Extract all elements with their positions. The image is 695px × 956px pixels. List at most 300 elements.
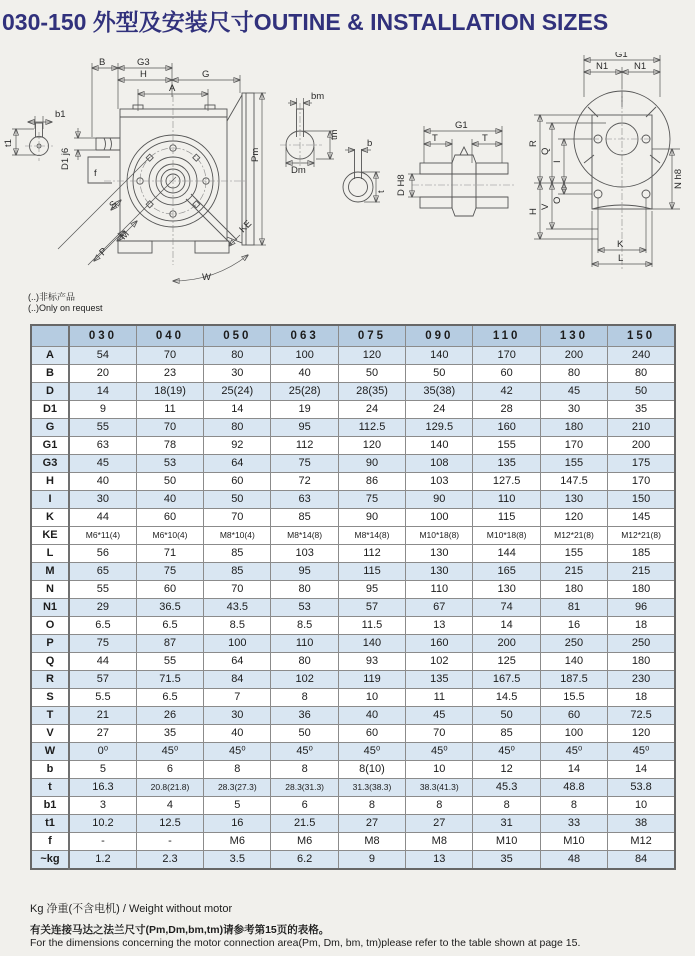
dim-cell: 12: [473, 761, 540, 779]
dim-cell: 50: [473, 707, 540, 725]
dim-cell: 95: [271, 419, 338, 437]
table-body: [31, 347, 675, 870]
dim-cell: 16.3: [69, 779, 136, 797]
dim-cell: 160: [406, 635, 473, 653]
row-label: KE: [31, 527, 69, 545]
row-label: N: [31, 581, 69, 599]
dim-label-K: K: [617, 239, 624, 250]
dim-cell: 43.5: [204, 599, 271, 617]
dim-label-M: M: [118, 228, 132, 243]
dim-cell: 103: [406, 473, 473, 491]
dim-cell: 14: [69, 383, 136, 401]
dim-cell: 72: [271, 473, 338, 491]
dim-cell: 57: [338, 599, 405, 617]
dim-cell: 55: [136, 653, 203, 671]
dim-cell: 120: [338, 437, 405, 455]
row-label: M: [31, 563, 69, 581]
dim-cell: 8: [204, 761, 271, 779]
dim-label-f: f: [94, 168, 97, 179]
dim-cell: 30: [69, 491, 136, 509]
dim-cell: M6: [271, 833, 338, 851]
dim-cell: 13: [406, 851, 473, 870]
dim-cell: 84: [204, 671, 271, 689]
dim-label-T-right: T: [482, 133, 488, 144]
dim-cell: 63: [69, 437, 136, 455]
dim-cell: 27: [69, 725, 136, 743]
dim-cell: 44: [69, 653, 136, 671]
dim-cell: M10: [473, 833, 540, 851]
dim-cell: 110: [473, 491, 540, 509]
dim-cell: 170: [540, 437, 607, 455]
dim-cell: 6: [136, 761, 203, 779]
dim-cell: 16: [540, 617, 607, 635]
dim-cell: 45⁰: [540, 743, 607, 761]
dim-cell: 20.8(21.8): [136, 779, 203, 797]
dim-cell: M12*21(8): [540, 527, 607, 545]
dim-cell: 11.5: [338, 617, 405, 635]
dim-cell: 102: [406, 653, 473, 671]
dim-cell: 4: [136, 797, 203, 815]
table-row: [31, 527, 675, 545]
table-row: [31, 833, 675, 851]
dim-label-Pm: Pm: [250, 147, 261, 162]
dim-cell: 80: [204, 347, 271, 365]
dim-cell: 120: [608, 725, 675, 743]
dim-label-G: G: [202, 69, 210, 80]
dim-cell: 35: [473, 851, 540, 870]
row-label: W: [31, 743, 69, 761]
dim-cell: 90: [338, 455, 405, 473]
dim-cell: 50: [338, 365, 405, 383]
dim-cell: 95: [271, 563, 338, 581]
dim-cell: 155: [473, 437, 540, 455]
dim-cell: 80: [271, 653, 338, 671]
dim-cell: 10: [608, 797, 675, 815]
dim-cell: 60: [204, 473, 271, 491]
dim-cell: 102: [271, 671, 338, 689]
dim-cell: 10: [406, 761, 473, 779]
row-label: f: [31, 833, 69, 851]
dim-cell: 45: [406, 707, 473, 725]
dim-cell: 108: [406, 455, 473, 473]
dim-cell: 250: [540, 635, 607, 653]
dim-cell: 140: [406, 437, 473, 455]
dim-cell: 45⁰: [473, 743, 540, 761]
dim-label-O: O: [552, 196, 563, 204]
dim-label-A: A: [169, 83, 176, 94]
dimension-table: [30, 324, 676, 870]
dim-cell: 60: [338, 725, 405, 743]
dim-cell: 75: [69, 635, 136, 653]
dim-cell: 8: [338, 797, 405, 815]
dim-cell: 5: [69, 761, 136, 779]
table-row: [31, 707, 675, 725]
dim-cell: M8: [338, 833, 405, 851]
dim-cell: 18: [608, 689, 675, 707]
dim-label-P: P: [97, 245, 110, 259]
table-row: [31, 473, 675, 491]
dim-cell: 70: [136, 347, 203, 365]
dim-cell: M8*10(4): [204, 527, 271, 545]
row-label: S: [31, 689, 69, 707]
table-head: [31, 325, 675, 347]
dim-cell: 14: [473, 617, 540, 635]
dim-cell: 54: [69, 347, 136, 365]
dim-cell: 80: [608, 365, 675, 383]
table-row: [31, 491, 675, 509]
dim-cell: 64: [204, 653, 271, 671]
row-label: V: [31, 725, 69, 743]
footer-note-cn: 有关连接马达之法兰尺寸(Pm,Dm,bm,tm)请参考第15页的表格。: [30, 924, 330, 936]
dim-cell: 13: [406, 617, 473, 635]
technical-drawings: [0, 52, 695, 300]
dim-cell: 25(28): [271, 383, 338, 401]
dim-cell: 210: [608, 419, 675, 437]
dim-cell: 0⁰: [69, 743, 136, 761]
input-shaft-end-view: [3, 109, 66, 161]
footer-notes: [30, 924, 580, 949]
table-row: [31, 689, 675, 707]
dim-cell: 30: [204, 707, 271, 725]
dim-cell: 20: [69, 365, 136, 383]
dim-cell: 84: [608, 851, 675, 870]
dim-cell: 30: [540, 401, 607, 419]
row-label: O: [31, 617, 69, 635]
dim-cell: 23: [136, 365, 203, 383]
dim-label-T-left: T: [432, 133, 438, 144]
dim-cell: 14: [204, 401, 271, 419]
dim-label-Nh8: N h8: [673, 168, 684, 189]
row-label: H: [31, 473, 69, 491]
dim-cell: 200: [473, 635, 540, 653]
dim-cell: 6: [271, 797, 338, 815]
dim-cell: 140: [406, 347, 473, 365]
dim-cell: 135: [473, 455, 540, 473]
dim-cell: 44: [69, 509, 136, 527]
column-header: 150: [608, 325, 675, 347]
dim-cell: 50: [204, 491, 271, 509]
dim-label-Dm: Dm: [291, 165, 306, 176]
dim-cell: 5: [204, 797, 271, 815]
dim-cell: 120: [540, 509, 607, 527]
dim-cell: 50: [271, 725, 338, 743]
weight-note: Kg 净重(不含电机) / Weight without motor: [30, 903, 233, 915]
dim-cell: 85: [204, 545, 271, 563]
dim-cell: 6.5: [136, 689, 203, 707]
dim-cell: 45: [69, 455, 136, 473]
dim-cell: 103: [271, 545, 338, 563]
row-label: t1: [31, 815, 69, 833]
dim-cell: 67: [406, 599, 473, 617]
request-notes: [28, 292, 103, 314]
dim-cell: M12: [608, 833, 675, 851]
dim-cell: 127.5: [473, 473, 540, 491]
table-row: [31, 635, 675, 653]
row-label: G1: [31, 437, 69, 455]
dim-cell: 170: [608, 473, 675, 491]
dim-cell: 170: [473, 347, 540, 365]
dim-cell: 60: [136, 581, 203, 599]
dim-cell: 200: [608, 437, 675, 455]
dim-cell: 80: [271, 581, 338, 599]
row-label: N1: [31, 599, 69, 617]
dim-cell: 70: [204, 509, 271, 527]
dim-cell: 50: [136, 473, 203, 491]
dim-cell: 129.5: [406, 419, 473, 437]
dim-cell: 14: [540, 761, 607, 779]
dim-cell: 130: [406, 545, 473, 563]
dim-cell: M10*18(8): [473, 527, 540, 545]
dim-cell: 24: [338, 401, 405, 419]
column-header: 110: [473, 325, 540, 347]
dim-label-N1-left: N1: [596, 61, 609, 72]
dim-cell: 53: [136, 455, 203, 473]
dim-cell: 31.3(38.3): [338, 779, 405, 797]
dim-label-H-rear: H: [528, 208, 539, 215]
dim-cell: 45: [540, 383, 607, 401]
column-header: 040: [136, 325, 203, 347]
table-row: [31, 383, 675, 401]
dim-cell: 45⁰: [406, 743, 473, 761]
hollow-shaft-section-view: [396, 120, 516, 216]
table-row: [31, 437, 675, 455]
table-row: [31, 599, 675, 617]
dim-cell: 40: [204, 725, 271, 743]
dim-cell: 147.5: [540, 473, 607, 491]
dim-cell: 25(24): [204, 383, 271, 401]
dim-cell: 8: [271, 761, 338, 779]
dim-cell: 150: [608, 491, 675, 509]
dim-cell: 6.2: [271, 851, 338, 870]
row-label: D: [31, 383, 69, 401]
dim-cell: 215: [540, 563, 607, 581]
row-label: t: [31, 779, 69, 797]
dim-cell: 6.5: [69, 617, 136, 635]
row-label: K: [31, 509, 69, 527]
dim-label-W: W: [202, 272, 211, 283]
dim-cell: 80: [204, 419, 271, 437]
dim-cell: 5.5: [69, 689, 136, 707]
table-row: [31, 617, 675, 635]
dim-cell: 180: [540, 419, 607, 437]
dim-cell: 18(19): [136, 383, 203, 401]
dim-cell: 160: [473, 419, 540, 437]
table-row: [31, 653, 675, 671]
dim-cell: 200: [540, 347, 607, 365]
dim-cell: 9: [69, 401, 136, 419]
dim-cell: 53.8: [608, 779, 675, 797]
dim-cell: 53: [271, 599, 338, 617]
table-wrapper: [30, 324, 676, 870]
dim-cell: 3.5: [204, 851, 271, 870]
row-label: B: [31, 365, 69, 383]
dim-cell: 48: [540, 851, 607, 870]
dim-cell: 7: [204, 689, 271, 707]
dim-cell: 28: [473, 401, 540, 419]
dim-label-G3: G3: [137, 57, 150, 68]
dim-cell: 80: [540, 365, 607, 383]
dim-cell: 120: [338, 347, 405, 365]
dim-label-R: R: [528, 140, 539, 147]
dim-cell: 27: [406, 815, 473, 833]
dim-cell: 100: [540, 725, 607, 743]
dim-cell: 40: [271, 365, 338, 383]
column-header: 130: [540, 325, 607, 347]
dim-cell: 60: [136, 509, 203, 527]
dim-cell: 180: [540, 581, 607, 599]
dim-cell: 60: [540, 707, 607, 725]
dim-cell: 110: [406, 581, 473, 599]
dim-cell: 78: [136, 437, 203, 455]
dim-cell: 180: [608, 581, 675, 599]
dim-cell: 35(38): [406, 383, 473, 401]
row-label: D1: [31, 401, 69, 419]
dim-cell: 11: [136, 401, 203, 419]
dim-cell: 86: [338, 473, 405, 491]
dim-cell: 167.5: [473, 671, 540, 689]
dim-cell: 2.3: [136, 851, 203, 870]
dim-cell: M6*10(4): [136, 527, 203, 545]
dim-cell: 8(10): [338, 761, 405, 779]
dim-cell: 74: [473, 599, 540, 617]
row-label: G3: [31, 455, 69, 473]
dim-cell: 1.2: [69, 851, 136, 870]
row-label: ~kg: [31, 851, 69, 870]
dim-cell: 250: [608, 635, 675, 653]
dim-cell: 28.3(31.3): [271, 779, 338, 797]
dim-cell: 48.8: [540, 779, 607, 797]
column-header: 075: [338, 325, 405, 347]
dim-cell: 130: [540, 491, 607, 509]
dim-cell: 112.5: [338, 419, 405, 437]
dim-cell: M8: [406, 833, 473, 851]
dim-cell: 87: [136, 635, 203, 653]
dim-cell: 45⁰: [136, 743, 203, 761]
dim-cell: 65: [69, 563, 136, 581]
dim-cell: 155: [540, 545, 607, 563]
dim-cell: 64: [204, 455, 271, 473]
dim-cell: 8.5: [204, 617, 271, 635]
row-label: R: [31, 671, 69, 689]
dim-cell: 187.5: [540, 671, 607, 689]
dim-cell: 35: [136, 725, 203, 743]
dim-cell: 81: [540, 599, 607, 617]
dim-cell: 75: [136, 563, 203, 581]
dim-cell: 45⁰: [271, 743, 338, 761]
output-bore-end-view: [343, 138, 387, 202]
row-label: I: [31, 491, 69, 509]
dim-cell: 55: [69, 419, 136, 437]
dim-cell: 50: [608, 383, 675, 401]
table-row: [31, 347, 675, 365]
dim-cell: 75: [271, 455, 338, 473]
table-row: [31, 419, 675, 437]
dim-cell: 12.5: [136, 815, 203, 833]
dim-cell: 75: [338, 491, 405, 509]
dim-cell: 8: [406, 797, 473, 815]
dim-label-B: B: [99, 57, 106, 68]
dim-cell: 240: [608, 347, 675, 365]
dim-label-DH8: D H8: [396, 174, 407, 196]
table-row: [31, 581, 675, 599]
dim-cell: 115: [473, 509, 540, 527]
dim-cell: 140: [338, 635, 405, 653]
dim-cell: 130: [473, 581, 540, 599]
dim-cell: 31: [473, 815, 540, 833]
dim-cell: 110: [271, 635, 338, 653]
dim-cell: 85: [204, 563, 271, 581]
dim-cell: 14: [608, 761, 675, 779]
table-row: [31, 743, 675, 761]
dim-cell: 230: [608, 671, 675, 689]
table-row: [31, 365, 675, 383]
table-row: [31, 851, 675, 870]
dim-label-G1-shaft: G1: [455, 120, 468, 131]
dim-cell: 100: [204, 635, 271, 653]
dim-cell: 11: [406, 689, 473, 707]
dim-cell: 35: [608, 401, 675, 419]
dim-cell: 16: [204, 815, 271, 833]
dim-cell: M10: [540, 833, 607, 851]
dim-cell: 40: [136, 491, 203, 509]
dim-cell: 115: [338, 563, 405, 581]
header-row: [31, 325, 675, 347]
dim-cell: 27: [338, 815, 405, 833]
dim-cell: 95: [338, 581, 405, 599]
dim-cell: 36: [271, 707, 338, 725]
dim-cell: 42: [473, 383, 540, 401]
row-label: P: [31, 635, 69, 653]
dim-cell: 145: [608, 509, 675, 527]
dim-cell: M8*14(8): [338, 527, 405, 545]
dim-cell: 185: [608, 545, 675, 563]
dim-cell: 45⁰: [338, 743, 405, 761]
dim-cell: 63: [271, 491, 338, 509]
dim-cell: 45⁰: [204, 743, 271, 761]
dim-cell: 36.5: [136, 599, 203, 617]
dim-cell: 70: [406, 725, 473, 743]
dim-cell: 125: [473, 653, 540, 671]
dim-cell: 70: [204, 581, 271, 599]
dim-cell: 50: [406, 365, 473, 383]
dim-cell: 60: [473, 365, 540, 383]
table-row: [31, 797, 675, 815]
dim-cell: 30: [204, 365, 271, 383]
dim-label-L: L: [618, 253, 624, 264]
dim-cell: 100: [271, 347, 338, 365]
dim-cell: 18: [608, 617, 675, 635]
dim-cell: 144: [473, 545, 540, 563]
dim-cell: 19: [271, 401, 338, 419]
dim-cell: -: [136, 833, 203, 851]
dim-label-b: b: [367, 138, 373, 149]
dim-label-b1: b1: [55, 109, 66, 120]
column-header: 030: [69, 325, 136, 347]
dim-label-KE: KE: [237, 218, 255, 236]
row-label: G: [31, 419, 69, 437]
page-title: 030-150 外型及安装尺寸OUTINE & INSTALLATION SIZES: [2, 9, 609, 35]
dim-cell: M6: [204, 833, 271, 851]
dim-cell: 40: [338, 707, 405, 725]
table-row: [31, 761, 675, 779]
table-row: [31, 509, 675, 527]
dim-cell: 71.5: [136, 671, 203, 689]
dim-cell: 24: [406, 401, 473, 419]
dim-cell: 26: [136, 707, 203, 725]
column-header: 090: [406, 325, 473, 347]
dim-cell: M6*11(4): [69, 527, 136, 545]
dim-label-t: t: [376, 190, 387, 193]
